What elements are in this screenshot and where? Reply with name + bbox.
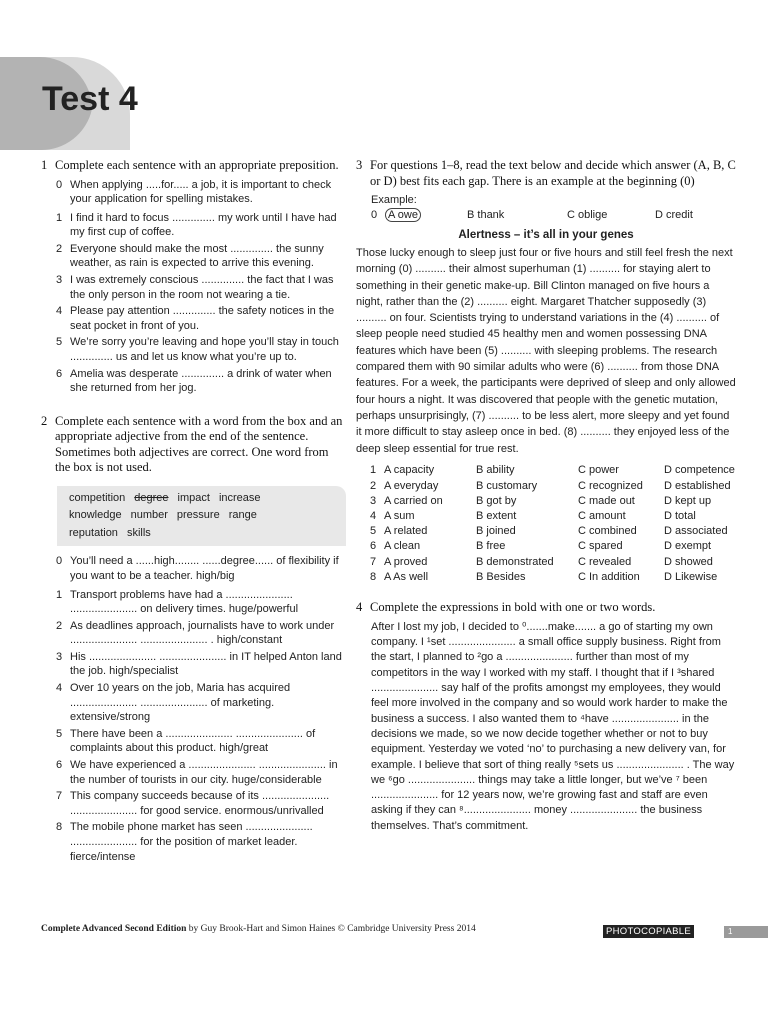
list-item: 0 When applying .....for..... a job, it is important to check your application for spelling mistakes. — [56, 178, 332, 206]
option-cell: B ability — [476, 464, 515, 477]
option-cell: C power — [578, 464, 619, 477]
section-instruction: Complete the expressions in bold with one or two words. — [370, 600, 656, 615]
section-instruction: Complete each sentence with an appropriate preposition. — [55, 158, 339, 172]
option-cell: D total — [664, 510, 696, 523]
option-cell: 4 — [370, 510, 377, 523]
option-row — [370, 554, 735, 569]
option-cell: D established — [664, 479, 731, 492]
option-cell: C made out — [578, 494, 635, 507]
option-cell: D exempt — [664, 540, 712, 553]
option-cell: C recognized — [578, 479, 643, 492]
photocopiable-badge: PHOTOCOPIABLE — [603, 925, 694, 938]
option-row — [370, 539, 735, 554]
section-2-items — [56, 554, 346, 864]
section-instruction: For questions 1–8, read the text below and decide which answer (A, B, C or D) best fits each gap. There is an example at the beginning (0) — [370, 158, 736, 188]
option-cell: D competence — [664, 464, 735, 477]
list-item: 3 His ...................... ...................... in IT helped Anton land the job. high/specialist — [56, 650, 342, 678]
option-cell: 6 — [370, 540, 377, 553]
left-column — [41, 158, 346, 864]
right-column — [356, 158, 736, 834]
word-box — [57, 486, 346, 547]
list-item: 6 Amelia was desperate .............. a drink of water when she returned from her jog. — [56, 367, 332, 395]
option-cell: D kept up — [664, 494, 712, 507]
list-item: 1 I find it hard to focus .............. my work until I have had my first cup of coffee. — [56, 211, 337, 239]
option-cell: A clean — [384, 540, 421, 553]
list-item: 5 There have been a ...................... ...................... of complaints about this product. high/great — [56, 727, 316, 755]
section-number: 4 — [356, 600, 363, 615]
box-word: competition — [69, 491, 126, 504]
option-cell: A related — [384, 525, 428, 538]
option-cell: C combined — [578, 525, 637, 538]
box-word: increase — [218, 491, 261, 504]
option-cell: D Likewise — [664, 570, 718, 583]
option-cell: B joined — [476, 525, 516, 538]
box-word: number — [130, 509, 168, 522]
option-cell: 7 — [370, 555, 377, 568]
option-cell: C revealed — [578, 555, 632, 568]
box-word: knowledge — [69, 509, 122, 522]
section-number: 3 — [356, 158, 363, 172]
list-item: 3 I was extremely conscious .............. the fact that I was the only person in the room not wearing a tie. — [56, 274, 334, 301]
option-cell: A sum — [384, 510, 415, 523]
header-decoration — [0, 0, 135, 150]
option-cell: A proved — [384, 555, 428, 568]
answer-options — [370, 463, 735, 585]
option-row — [370, 463, 735, 478]
book-title: Complete Advanced Second Edition — [41, 924, 187, 934]
list-item: 8 The mobile phone market has seen ...................... ...................... for the position of market leader. fierce/intense — [56, 821, 313, 863]
option-cell: B customary — [476, 479, 538, 492]
list-item: 2 As deadlines approach, journalists have to work under ...................... ...................... . high/constant — [56, 619, 335, 647]
option-cell: 2 — [370, 479, 377, 492]
option-cell: 3 — [370, 494, 377, 507]
section-2-heading — [41, 414, 346, 476]
list-item: 6 We have experienced a ...................... ...................... in the number of tourists in our city. huge/considerable — [56, 759, 338, 786]
option-cell: 1 — [370, 464, 377, 477]
passage-text: Those lucky enough to sleep just four or five hours and still feel fresh the next morning (0) .......... their almost superhuman (1) .......... for staying alert to something in their genetic make-up. Bill Clinton managed on five hours a night, rather than the (2) .......... eight. Margaret Thatcher supposedly (3) .......... on four. Scientists trying to understand variations in the (4) .......... of sleep people need studied 45 healthy men and women possessing DNA features which have been (5) .......... with sleeping problems. The research compared them with 90 similar adults who were (6) .......... from those DNA features. For a week, the participants were deprived of sleep and only allowed four hours a night. It was discovered that people with the genetic mutation, perhaps unsurprisingly, (7) .......... to be less alert, more sleepy and yet found it more difficult to stay asleep once in bed. (8) .......... they enjoyed less of the deep sleep essential for true rest. — [356, 247, 736, 455]
page-number: 1 — [724, 926, 768, 938]
box-word: impact — [177, 491, 210, 504]
passage-title: Alertness – it’s all in your genes — [458, 229, 634, 241]
section-1-items — [56, 178, 346, 396]
list-item: 7 This company succeeds because of its ...................... ...................... for good service. enormous/unrivalled — [56, 790, 330, 817]
footer-credit — [41, 924, 476, 934]
option-cell: C In addition — [578, 570, 640, 583]
option-cell: A carried on — [384, 494, 443, 507]
list-item: 0 You’ll need a ......high........ ......degree...... of flexibility if you want to be a teacher. high/big — [56, 555, 339, 582]
list-item: 5 We’re sorry you’re leaving and hope you’ll stay in touch .............. us and let us know what you’re up to. — [56, 336, 339, 364]
option-cell: B got by — [476, 494, 517, 507]
option-cell: D showed — [664, 555, 713, 568]
option-cell: D associated — [664, 525, 728, 538]
box-word: degree — [134, 491, 169, 504]
option-cell: B free — [476, 540, 506, 553]
option-row — [370, 478, 735, 493]
list-item: 2 Everyone should make the most .............. the sunny weather, as rain is expected to arrive this evening. — [56, 242, 324, 270]
credit-text: by Guy Brook-Hart and Simon Haines © Cambridge University Press 2014 — [186, 924, 476, 934]
option-cell: C spared — [578, 540, 623, 553]
section-4-heading — [356, 600, 736, 616]
section-number: 2 — [41, 413, 48, 428]
option-cell: A As well — [384, 570, 429, 583]
section-instruction: Complete each sentence with a word from the box and an appropriate adjective from the end of the sentence. Sometimes both adjectives are correct. One word from the box is not used. — [55, 413, 343, 475]
option-cell: A capacity — [384, 464, 435, 477]
box-word: skills — [126, 526, 151, 539]
option-row — [370, 569, 735, 584]
section-4-text: After I lost my job, I decided to ⁰.......make....... a go of starting my own company. I ¹set ...................... a small office supply business. Right from the start, I planned to ²go a ...................... further than most of my competitors in the way I worked with my staff. I thought that if I ³shared ...................... say half of the profits amongst my employees, they would feel more involved in the company and so would work harder to make the business a success. I also wanted them to ⁴have ...................... in the decisions we made, so we now decide together whether or not to buy equipment. Yesterday we voted ‘no’ to purchasing a new delivery van, for example. I believe that sort of thing really ⁵sets us ...................... . The way we ⁶go ...................... things may take a little longer, but we’ve ⁷ been ...................... for 12 years now, we’re growing fast and staff are even asking if they can ⁸...................... money ...................... the business themselves. That’s commitment. — [371, 620, 735, 832]
option-cell: A everyday — [384, 479, 439, 492]
option-cell: 5 — [370, 525, 377, 538]
option-cell: C amount — [578, 510, 626, 523]
list-item: 4 Please pay attention .............. the safety notices in the seat pocket in front of you. — [56, 305, 335, 332]
option-cell: B Besides — [476, 570, 526, 583]
box-word: range — [228, 509, 257, 522]
option-row — [370, 493, 735, 508]
page-title: Test 4 — [42, 80, 138, 118]
option-cell: 8 — [370, 570, 377, 583]
example-row: 0 A owe B thank C oblige D credit — [371, 209, 693, 221]
box-word: reputation — [69, 526, 118, 539]
list-item: 4 Over 10 years on the job, Maria has acquired ...................... ...................... of marketing. extensive/strong — [56, 682, 291, 724]
option-row — [370, 508, 735, 523]
section-number: 1 — [41, 158, 48, 172]
example-label: Example: — [371, 194, 417, 206]
list-item: 1 Transport problems have had a ...................... ...................... on delivery times. huge/powerful — [56, 588, 299, 616]
option-row — [370, 524, 735, 539]
section-1-heading — [41, 158, 346, 174]
section-3-heading — [356, 158, 736, 189]
circled-answer: A owe — [385, 208, 421, 222]
box-word: pressure — [176, 509, 220, 522]
option-cell: B extent — [476, 510, 517, 523]
option-cell: B demonstrated — [476, 555, 554, 568]
